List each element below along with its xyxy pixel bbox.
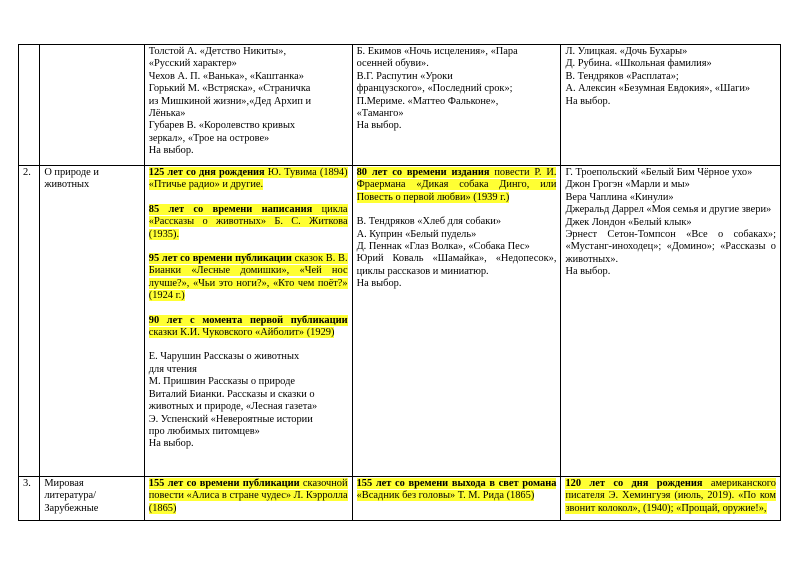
list-item: Губарев В. «Королевство кривых: [148, 120, 296, 132]
list-item: Л. Улицкая. «Дочь Бухары»: [565, 46, 688, 57]
list-item: Горький М. «Встряска», «Страничка: [148, 83, 311, 95]
list-item: французского», «Последний срок»;: [356, 83, 513, 95]
books-grade-b-cell: [352, 45, 561, 166]
anniversary-text: повести Р. И. Фраермана «Дикая собака Динго, или Повесть о первой любви» (1939 г.): [356, 167, 557, 203]
list-item: На выбор.: [565, 266, 611, 278]
list-item: про любимых питомцев»: [148, 425, 260, 437]
books-grade-c-cell: [561, 45, 781, 166]
anniversary-text: сказок В. В. Бианки «Лесные домишки», «Чей нос лучше?», «Чьи это ноги?», «Кто чем поёт?» (1924 г.): [148, 253, 348, 302]
list-item: Д. Рубина. «Школьная фамилия»: [565, 58, 712, 70]
list-item: В.Г. Распутин «Уроки: [356, 70, 453, 82]
anniversary-paragraph: [149, 167, 348, 192]
list-item: На выбор.: [148, 145, 194, 157]
list-item: Виталий Бианки. Рассказы и сказки о: [148, 388, 315, 400]
table-row: [19, 477, 781, 521]
list-item: Б. Екимов «Ночь исцеления», «Пара: [356, 46, 518, 57]
row-number-cell: 3.: [19, 477, 40, 521]
list-item: «Русский характер»: [148, 58, 237, 70]
anniversary-text: цикла «Рассказы о животных» Б. С. Житкова (1935).: [148, 203, 348, 240]
anniversary-heading: 85 лет со времени написания: [148, 203, 313, 215]
list-item: Джон Грогэн «Марли и мы»: [565, 179, 690, 191]
list-item: Чехов А. П. «Ванька», «Каштанка»: [148, 70, 304, 82]
topic-line: Зарубежные: [44, 502, 99, 514]
topic-line: О природе и: [44, 167, 99, 178]
topic-cell: [40, 45, 144, 166]
list-item: На выбор.: [356, 120, 402, 132]
row-number-cell: [19, 45, 40, 166]
anniversary-paragraph: [565, 478, 776, 515]
list-item: осенней обуви».: [356, 58, 429, 70]
topic-cell: [40, 477, 144, 521]
anniversary-text: сказки К.И. Чуковского «Айболит» (1929): [148, 327, 335, 339]
books-grade-b-cell: [352, 477, 561, 521]
list-item: М. Пришвин Рассказы о природе: [148, 376, 295, 388]
anniversary-paragraph: [357, 478, 557, 503]
list-item: животных и природе, «Лесная газета»: [148, 401, 318, 413]
list-item: «Таманго»: [356, 108, 404, 120]
table-row: [19, 45, 781, 166]
list-item: Э. Успенский «Невероятные истории: [148, 413, 313, 425]
list-item: для чтения: [148, 363, 197, 375]
books-grade-a-cell: [144, 166, 352, 477]
list-item: А. Куприн «Белый пудель»: [356, 228, 477, 240]
anniversary-heading: 120 лет со дня рождения: [565, 478, 703, 489]
books-grade-a-cell: [144, 477, 352, 521]
anniversary-paragraph: [149, 478, 348, 515]
anniversary-paragraph: [149, 253, 348, 303]
list-item: Джек Лондон «Белый клык»: [565, 216, 692, 228]
list-item: П.Мериме. «Маттео Фальконе»,: [356, 95, 499, 107]
topic-cell: [40, 166, 144, 477]
list-item: Юрий Коваль «Шамайка», «Недопесок», циклы рассказов и миниатюр.: [356, 253, 557, 277]
list-item: А. Алексин «Безумная Евдокия», «Шаги»: [565, 83, 751, 95]
anniversary-text: «Всадник без головы» Т. М. Рида (1865): [356, 490, 535, 502]
list-item: На выбор.: [565, 95, 611, 107]
list-item: Вера Чаплина «Кинули»: [565, 191, 674, 203]
books-grade-c-cell: [561, 166, 781, 477]
topic-line: Мировая: [44, 478, 84, 489]
literature-table: [18, 44, 781, 521]
list-item: Эрнест Сетон-Томпсон «Все о собаках»; «Мустанг-иноходец»; «Домино»; «Рассказы о животных».: [565, 229, 776, 265]
books-grade-c-cell: [561, 477, 781, 521]
list-item: Джеральд Даррел «Моя семья и другие звери»: [565, 204, 772, 216]
anniversary-text: американского писателя Э. Хемингуэя (июль, 2019). «По ком звонит колокол», (1940); «Прощай, оружие!»,: [565, 478, 776, 514]
anniversary-text: Ю. Тувима (1894) «Птичье радио» и другие.: [148, 167, 348, 191]
anniversary-heading: 155 лет со времени выхода в свет романа: [356, 478, 557, 489]
anniversary-heading: 95 лет со времени публикации: [148, 253, 292, 265]
anniversary-heading: 155 лет со времени публикации: [148, 478, 300, 489]
list-item: Толстой А. «Детство Никиты»,: [148, 46, 287, 57]
topic-line: животных: [44, 179, 90, 191]
anniversary-heading: 90 лет с момента первой публикации: [148, 314, 348, 326]
anniversary-paragraph: [357, 167, 557, 204]
list-item: Е. Чарушин Рассказы о животных: [148, 351, 300, 363]
anniversary-paragraph: [149, 315, 348, 340]
list-item: зеркал», «Трое на острове»: [148, 132, 270, 144]
list-item: Лёнька»: [148, 108, 186, 120]
row-number-cell: 2.: [19, 166, 40, 477]
anniversary-paragraph: [149, 204, 348, 241]
table-row: [19, 166, 781, 477]
list-item: Г. Троепольский «Белый Бим Чёрное ухо»: [565, 167, 753, 178]
list-item: из Мишкиной жизни»,«Дед Архип и: [148, 95, 312, 107]
books-grade-a-cell: [144, 45, 352, 166]
topic-line: литература/: [44, 490, 97, 502]
list-item: Д. Пеннак «Глаз Волка», «Собака Пес»: [356, 241, 530, 253]
list-item: На выбор.: [356, 278, 402, 290]
list-item: В. Тендряков «Хлеб для собаки»: [356, 216, 502, 228]
anniversary-text: сказочной повести «Алиса в стране чудес» Л. Кэрролла (1865): [148, 478, 348, 514]
books-grade-b-cell: [352, 166, 561, 477]
list-item: В. Тендряков «Расплата»;: [565, 70, 679, 82]
anniversary-heading: 80 лет со времени издания: [356, 167, 490, 178]
list-item: На выбор.: [148, 438, 194, 450]
anniversary-heading: 125 лет со дня рождения: [148, 167, 265, 178]
